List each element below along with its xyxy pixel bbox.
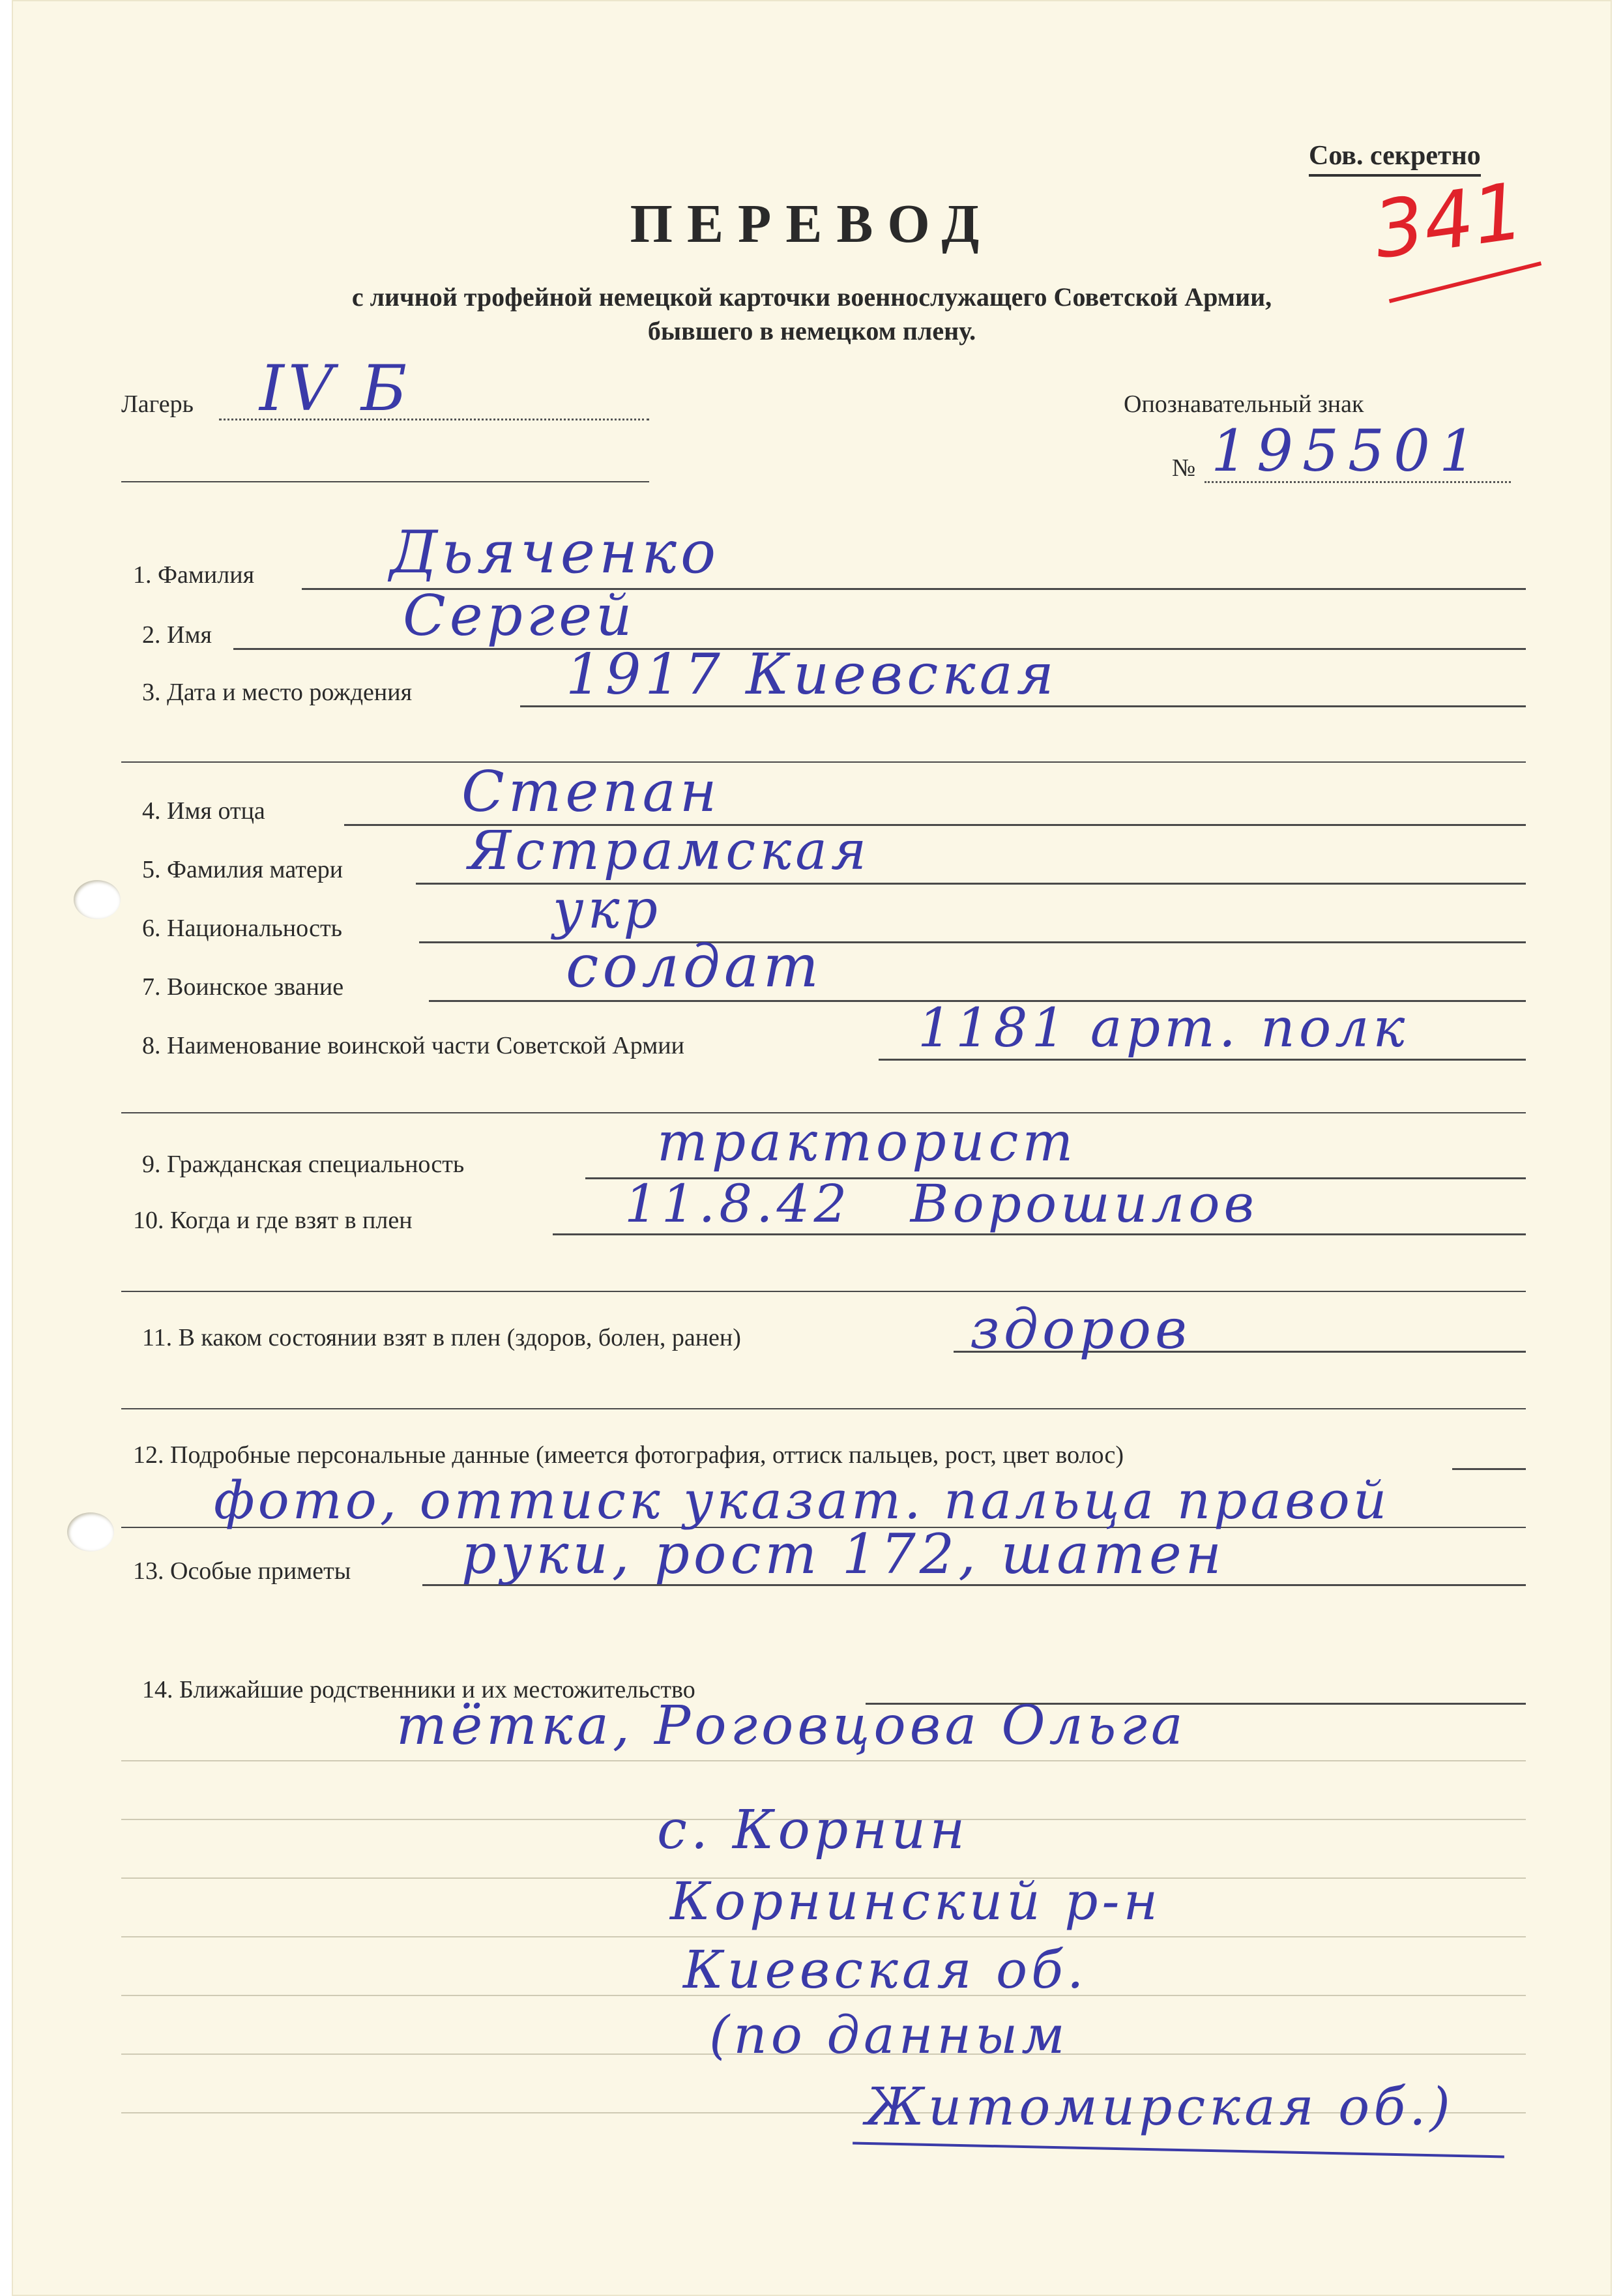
field-value-mother-surname: Ястрамская bbox=[468, 820, 871, 882]
field-label-relatives: 14. Ближайшие родственники и их местожительство bbox=[142, 1676, 695, 1703]
relatives-line-6: Житомирская об.) bbox=[866, 2076, 1454, 2137]
field-label-military-unit: 8. Наименование воинской части Советской Армии bbox=[142, 1032, 684, 1059]
document-page bbox=[12, 0, 1612, 2296]
field-value-father-name: Степан bbox=[461, 759, 721, 825]
field-label-first-name: 2. Имя bbox=[142, 621, 212, 649]
field-label-special-marks: 13. Особые приметы bbox=[133, 1557, 351, 1585]
blank-row-line bbox=[121, 1291, 1526, 1292]
field-label-father-name: 4. Имя отца bbox=[142, 797, 265, 825]
field-label-civil-specialty: 9. Гражданская специальность bbox=[142, 1151, 465, 1178]
field-value-condition: здоров bbox=[970, 1297, 1191, 1361]
field-value-civil-specialty: тракторист bbox=[657, 1111, 1077, 1173]
document-title: ПЕРЕВОД bbox=[630, 194, 994, 254]
field-label-nationality: 6. Национальность bbox=[142, 915, 342, 942]
blank-row-line bbox=[121, 761, 1526, 763]
field-label-surname: 1. Фамилия bbox=[133, 561, 255, 589]
camp-value: IV Б bbox=[259, 352, 411, 425]
field-label-birth: 3. Дата и место рождения bbox=[142, 679, 413, 706]
relatives-line-3: Корнинский р-н bbox=[670, 1871, 1162, 1932]
relatives-underline bbox=[853, 2142, 1504, 2158]
field-label-personal-data: 12. Подробные персональные данные (имеется фотография, оттиск пальцев, рост, цвет волос) bbox=[133, 1441, 1124, 1469]
subtitle-line-2: бывшего в немецком плену. bbox=[647, 316, 976, 346]
camp-label: Лагерь bbox=[121, 390, 194, 418]
field-value-captured: 11.8.42 Ворошилов bbox=[624, 1173, 1259, 1234]
field-label-rank: 7. Воинское звание bbox=[142, 973, 344, 1001]
field-value-surname: Дьяченко bbox=[390, 518, 720, 587]
field-value-nationality: укр bbox=[553, 879, 662, 941]
relatives-line-1: тётка, Роговцова Ольга bbox=[396, 1695, 1187, 1757]
field-value-first-name: Сергей bbox=[403, 583, 636, 649]
id-tag-number-label: № bbox=[1172, 454, 1196, 482]
field-line-personal-data bbox=[1452, 1468, 1526, 1470]
archive-number: 341 bbox=[1368, 166, 1529, 277]
field-value-personal-data: фото, оттиск указат. пальца правой bbox=[214, 1470, 1390, 1531]
punch-hole bbox=[67, 1512, 114, 1552]
subtitle-line-1: с личной трофейной немецкой карточки военнослужащего Советской Армии, bbox=[351, 282, 1272, 312]
id-tag-label: Опознавательный знак bbox=[1124, 390, 1364, 418]
blank-row-line bbox=[121, 1408, 1526, 1409]
classification-stamp: Сов. секретно bbox=[1309, 140, 1481, 177]
relatives-line-5: (по данным bbox=[709, 2005, 1069, 2065]
field-value-birth: 1917 Киевская bbox=[566, 642, 1058, 707]
field-label-captured: 10. Когда и где взят в плен bbox=[133, 1207, 413, 1234]
field-value-special-marks: руки, рост 172, шатен bbox=[461, 1522, 1225, 1586]
document-subtitle bbox=[12, 280, 1612, 348]
relatives-ruled-line bbox=[121, 1936, 1526, 1937]
punch-hole bbox=[74, 880, 121, 919]
field-value-rank: солдат bbox=[566, 932, 823, 1001]
relatives-ruled-line bbox=[121, 1760, 1526, 1761]
field-label-mother-surname: 5. Фамилия матери bbox=[142, 856, 343, 883]
camp-line-2 bbox=[121, 481, 649, 482]
id-tag-value: 195501 bbox=[1211, 417, 1485, 484]
field-label-condition: 11. В каком состоянии взят в плен (здоров, болен, ранен) bbox=[142, 1324, 741, 1351]
relatives-line-4: Киевская об. bbox=[683, 1939, 1088, 2000]
relatives-line-2: с. Корнин bbox=[657, 1799, 969, 1861]
field-value-military-unit: 1181 арт. полк bbox=[918, 997, 1409, 1059]
